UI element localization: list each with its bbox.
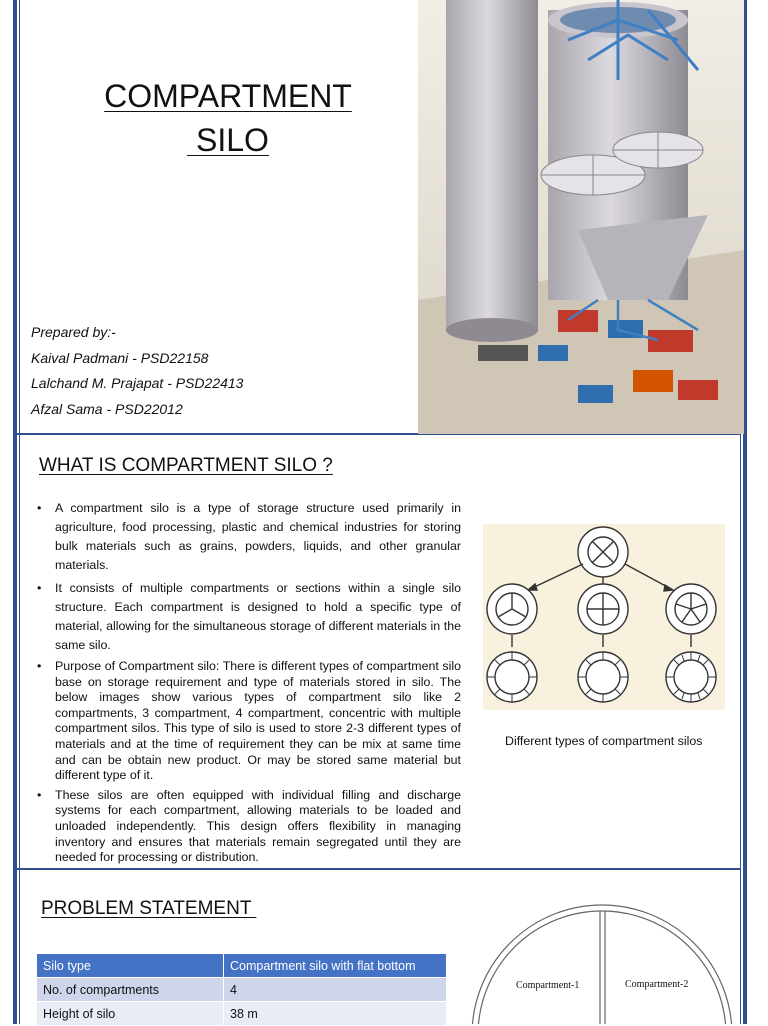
table-cell: Height of silo <box>37 1002 224 1026</box>
plan-label-compartment-2: Compartment-2 <box>625 979 689 990</box>
bullet-3: • Purpose of Compartment silo: There is different types of compartment silo base on storage requirement and type of materials stored in silo. The below images show various types of compartment silo like 2 compartments, 3 compartment, 4 compartment, concentric with multiple compartment silos. This type of silo is used to store 2-3 different types of materials and at the time of requirement they can be mix at same time and can be obtain new product. Or may be stored same material but different type of it. <box>37 659 461 784</box>
prepared-by-heading: Prepared by:- <box>31 324 116 340</box>
table-cell: No. of compartments <box>37 978 224 1002</box>
table-header-cell: Compartment silo with flat bottom <box>224 954 447 978</box>
section-heading-problem: PROBLEM STATEMENT <box>41 898 257 919</box>
table-header-row <box>37 954 447 978</box>
silo-plan-diagram <box>440 895 740 1024</box>
diagram-caption: Different types of compartment silos <box>505 734 703 748</box>
bullet-1: • A compartment silo is a type of storage structure used primarily in agriculture, food processing, plastic and chemical industries for storing bulk materials such as grains, powders, liquids, and other granular materials. <box>37 499 461 575</box>
bullet-4: • These silos are often equipped with individual filling and discharge systems for each compartment, allowing materials to be loaded and unloaded independently. This design offers flexibility in managing inventory and ensures that materials remain segregated until they are needed for processing or distribution. <box>37 788 461 866</box>
page-title <box>80 74 376 162</box>
table-row <box>37 978 447 1002</box>
author-2: Lalchand M. Prajapat - PSD22413 <box>31 375 244 391</box>
author-1: Kaival Padmani - PSD22158 <box>31 349 209 366</box>
author-3: Afzal Sama - PSD22012 <box>31 400 183 417</box>
table-cell: 4 <box>224 978 447 1002</box>
plan-label-compartment-1: Compartment-1 <box>516 980 580 991</box>
silo-cutaway-illustration <box>418 0 744 434</box>
section-heading-what-is: WHAT IS COMPARTMENT SILO ? <box>39 455 333 476</box>
table-header-cell: Silo type <box>37 954 224 978</box>
page-title-line2: SILO <box>187 122 269 158</box>
prepared-by-block <box>31 320 243 422</box>
table-row <box>37 1002 447 1026</box>
silo-spec-table <box>36 953 447 1026</box>
left-border <box>13 0 17 1024</box>
description-bullets <box>37 499 461 870</box>
compartment-types-diagram <box>483 524 725 710</box>
page-title-line1: COMPARTMENT <box>104 78 352 114</box>
left-border-inner <box>19 0 20 1024</box>
bullet-2: • It consists of multiple compartments or sections within a single silo structure. Each compartment is designed to hold a specific type of material, allowing for the simultaneous storage of different materials in the same silo. <box>37 579 461 655</box>
table-cell: 38 m <box>224 1002 447 1026</box>
